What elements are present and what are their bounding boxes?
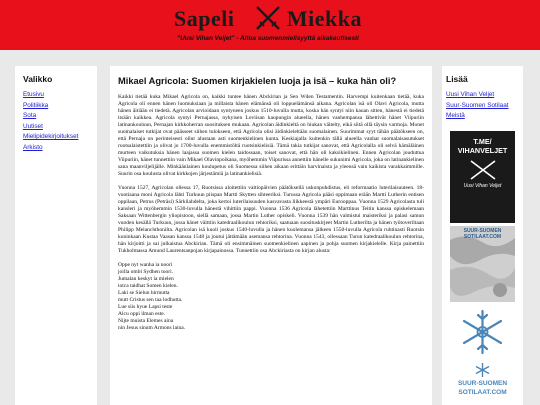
ssl-text-line-2: SOTILAAT.COM	[458, 389, 507, 396]
poem-line: Oppe nyt wanha ia noori	[118, 262, 173, 268]
sidebar-right	[442, 66, 523, 405]
logo-motto: "Uusi Vihan Veljet" - Aitoa suomenmielisyyttä aikakautisesti	[177, 35, 359, 42]
article-poem	[118, 262, 424, 332]
article-paragraph-1: Kaikki tietää kuka Mikael Agricola on, kaikki tuntee hänen Abckirian ja Sen Wden Testamentin. Harvempi kuitenkaan tietää, kuka Agricola oli ennen hänen luomuksiaan ja millaista hänen elämänsä oli loppuelämänsä aikana. Agricolan isä oli Olavi Agricola, mutta hänen äitiään ei tiedetä. Agricolan arvioidaan syntyneen joskus 1510-luvulla mutta, koska hän syntyi niin kauan sitten, hänestä ei tiedetä itsään kaikkea. Agricola syntyi Pernajassa, nykyisen Loviisan kaupungin alueella, hänen vanhempansa lähettivät hänet Viipuriin latinankouluun, Pernajan kirkkoherran suosituksen mukaan. Agricolan äidinkieltä on hiukan väitelty, eikä siitä ollä täysin varmoja. Monet suomalaiset tutkijat ovat päässeet siihen tulokseen, että Agricola olisi äidinkieleltään suomalainen. Suurimmat syyt tähän päätökseen on, että Pernaja on perinteisesti ollut alustaan asti suomenkielinen kunta. Keskiajalla kuitenkin tällä alueella vanhat suomalaisasutukset ruotsalaistettiin ja olivat jo 1700-luvulla enemmistöltä ruotsinkielisiä. Tämä takia tutkijat sanovat, että Agricolalla oli selvä hämäläinen murteen vaikutuksia hänen laajassa suomen kielen taidossaan, toiset sanovat, että hän oli kaksikielinen. Ennen Agricolan jouduttua Viipuriin, hänet tunnettiin vain Mikael Olavinpoikana, myöhemmin Viipurissa annettiin hänelle sukunimi Agricola, joka on latinankielinen sana maanviljelijälle. Minkäänlainen koulupetus oli Suomessa siihen aikaan erittäin harvinaista ja yleensä vain kaikista varakkaimmille. Suurin osa koulusta olivat kirkkojen järjestämiä ja latinankielisiä.	[118, 94, 424, 177]
poem-line: mutt Cristus sen taa lodhutta.	[118, 297, 183, 303]
sidebar-right-title: Lisää	[446, 74, 468, 84]
header-banner	[0, 0, 540, 50]
link-meista[interactable]: Meistä	[446, 112, 465, 119]
logo-word-left: Sapeli	[174, 6, 235, 31]
article-title: Mikael Agricola: Suomen kirjakielen luoja ja isä – kuka hän oli?	[118, 76, 397, 86]
poem-line: Laki se Sielun hirmutta	[118, 290, 170, 296]
telegram-emblem-text: Uusi Vihan Veljet	[463, 183, 502, 189]
link-uusi-vihan-veljet[interactable]: Uusi Vihan Veljet	[446, 91, 495, 98]
ssl-logo-banner[interactable]	[450, 362, 515, 405]
nav-link-sota[interactable]: Sota	[23, 112, 37, 119]
strip-text-line-1: SUUR-SUOMEN	[463, 228, 502, 234]
poem-line: joilla ombi Sydhen toori.	[118, 269, 173, 275]
poem-line: Nijte muista Elemes aina	[118, 318, 174, 324]
nav-link-arkisto[interactable]: Arkisto	[23, 143, 43, 151]
poem-line: Jumalan keskyt ia mielen	[118, 276, 174, 282]
ssl-strip-banner[interactable]	[450, 226, 515, 302]
article-content	[110, 66, 432, 405]
poem-line: Alcu oppi ilman este.	[118, 311, 166, 317]
site-logo[interactable]	[168, 4, 368, 48]
telegram-text-line-2: VIHANVELJET	[457, 146, 508, 155]
telegram-banner[interactable]	[450, 131, 515, 223]
snowflake-icon	[450, 306, 515, 358]
strip-text-line-2: SOTILAAT.COM	[463, 234, 502, 240]
poem-line: iotca taidhat Somen kielen.	[118, 283, 178, 289]
poem-line: nin Jesus sinum Armons laina.	[118, 325, 186, 331]
crossed-swords-icon	[254, 4, 282, 32]
snowflake-icon	[474, 362, 491, 378]
crossed-swords-icon	[463, 159, 503, 181]
nav-link-etusivu[interactable]: Etusivu	[23, 91, 44, 98]
logo-title	[168, 4, 368, 34]
nav-link-politiikka[interactable]: Politiikka	[23, 101, 49, 109]
link-suur-suomen-sotilaat[interactable]: Suur-Suomen Sotilaat	[446, 101, 509, 109]
nav-link-mielipidekirjoitukset[interactable]: Mielipidekirjoitukset	[23, 133, 79, 140]
poem-line: Lue siis hyue Lapsi teste	[118, 304, 173, 310]
telegram-text-line-1: T.ME/	[473, 137, 492, 146]
article-paragraph-2: Vuonna 1527, Agricolan ollessa 17, Ruotsissa aloitettiin valtiopäivien päätöksellä uskonpuhdistus, eli reformaatio luterilaisuuteen. 18-vuotiaana moni Agricola lähti Turkuun piispan Martti Skytten sihteeriksi. Turussa Agricola pääsi oppimaan erään Martti Lutherin entisen oppilaan, Petrus (Peträsi) Särkilahdelta, joka kertoi luterilaisuuden kasvavasta liikkeestä ympäri Eurooppaa. Vuonna 1529 Agricolasta tuli kansleri ja myöhemmin 1530-luvulla hänestä vihittiin pappi. Vuonna 1536 Agricola lähetettiin Marttinus Teitin kanssa opiskelemaan Saksaan Wittenbergin yliopistoon, siellä samaan, jossa Martin Luther opiskeli. Vuonna 1539 hän valmistui maisteriksi ja palasi samun vuoden kesällä Turkuun, jossa hänet väittiin katedraalikoulun rehtoriksi, saatuaan suosituskirjeet Martin Lutherilta ja hänen työtoveriltaan Philipp Melanchthonilta. Agricolan isä kuoli joskus 1540-luvulla ja hänen kuolemansa jälkeen 1550-luvulla Agricola ruhtinasti Ruotsin kuninkaan Kustaa Vaasan kanssa 1548 ja joutui jättämään asemansa rehtorina. Vuonna 1543, ollessaan Turun katedraalikoulun rehtorina, hän kirjoitti ja sai julkaistua Abckirian. Tämä oli ensimmäinen suomenkielinen aapinen ja pohja suomen kirjakielelle. Kirja painettiin Tukholmassa Amund Laurentsanpojan kirjapainossa. Tunnettiin osa Abckiriasta on kirjan alusta:	[118, 185, 424, 254]
logo-word-right: Miekka	[286, 6, 362, 31]
snowflake-emblem[interactable]	[450, 306, 515, 358]
sidebar-left-title: Valikko	[23, 74, 53, 84]
sidebar-left	[15, 66, 97, 405]
ssl-text-line-1: SUUR-SUOMEN	[457, 380, 508, 387]
nav-link-uutiset[interactable]: Uutiset	[23, 122, 43, 130]
